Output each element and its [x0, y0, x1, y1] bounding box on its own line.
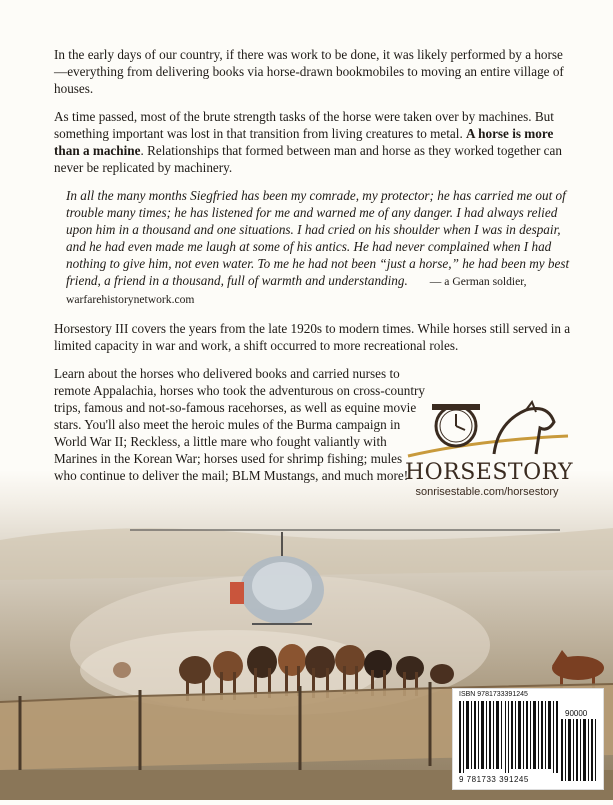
price-barcode-bars: [561, 719, 597, 781]
paragraph-2-bold: A horse is more than a machine: [54, 126, 554, 158]
paragraph-1: In the early days of our country, if there was work to be done, it was likely performed by a horse—everything from delivering books via horse-drawn bookmobiles to moving an entire village of houses.: [54, 47, 564, 96]
paragraph-2: [54, 108, 576, 176]
soldier-quote: [66, 187, 576, 308]
clock-horse-logo-icon: [398, 400, 576, 464]
barcode-bars: [459, 701, 559, 773]
price-code: 90000: [565, 709, 588, 718]
isbn-text: ISBN 9781733391245: [459, 691, 528, 698]
paragraph-3: Horsestory III covers the years from the late 1920s to modern times. While horses still served in a limited capacity in war and work, a shift occurred to more recreational roles.: [54, 321, 571, 353]
paragraph-2-intro: As time passed, most of the brute strength tasks of the horse were taken over by machines. But something important was lost in that transition from living creatures to metal.: [54, 109, 554, 141]
isbn-barcode: [452, 688, 604, 790]
paragraph-2-rest: . Relationships that formed between man and horse as they worked together can never be replicated by machinery.: [54, 143, 562, 175]
logo-brand-text: HORSESTORY: [404, 460, 574, 485]
quote-text: In all the many months Siegfried has been my comrade, my protector; he has carried me out of trouble many times; he has listened for me and warned me of any danger. I had always relied upon him in a thousand and one situations. I had cried on his shoulder when I was in despair, and he had even made me laugh at some of his antics. He had never complained when I had nothing to give him, not even water. To me he had not been “just a horse,” he had been my best friend, a friend in a thousand, full of warmth and understanding.: [66, 188, 570, 288]
logo-url: sonrisestable.com/horsestory: [415, 486, 559, 498]
horsestory-logo: [398, 400, 576, 500]
paragraph-4-text: Learn about the horses who delivered books and carried nurses to remote Appalachia, horses who took the adventurous on cross-country trips, famous and not-so-famous racehorses, as well as equine movie stars. You'll also meet the heroic mules of the Burma campaign in World War II; Reckless, a little mare who fought valiantly with Marines in the Korean War; horses used for shrimp fishing; mules who continue to deliver the mail; BLM Mustangs, and much more!: [54, 366, 425, 483]
quote-attribution: — a German soldier, warfarehistorynetwork.com: [66, 275, 527, 306]
barcode-digits: 9 781733 391245: [459, 775, 529, 784]
